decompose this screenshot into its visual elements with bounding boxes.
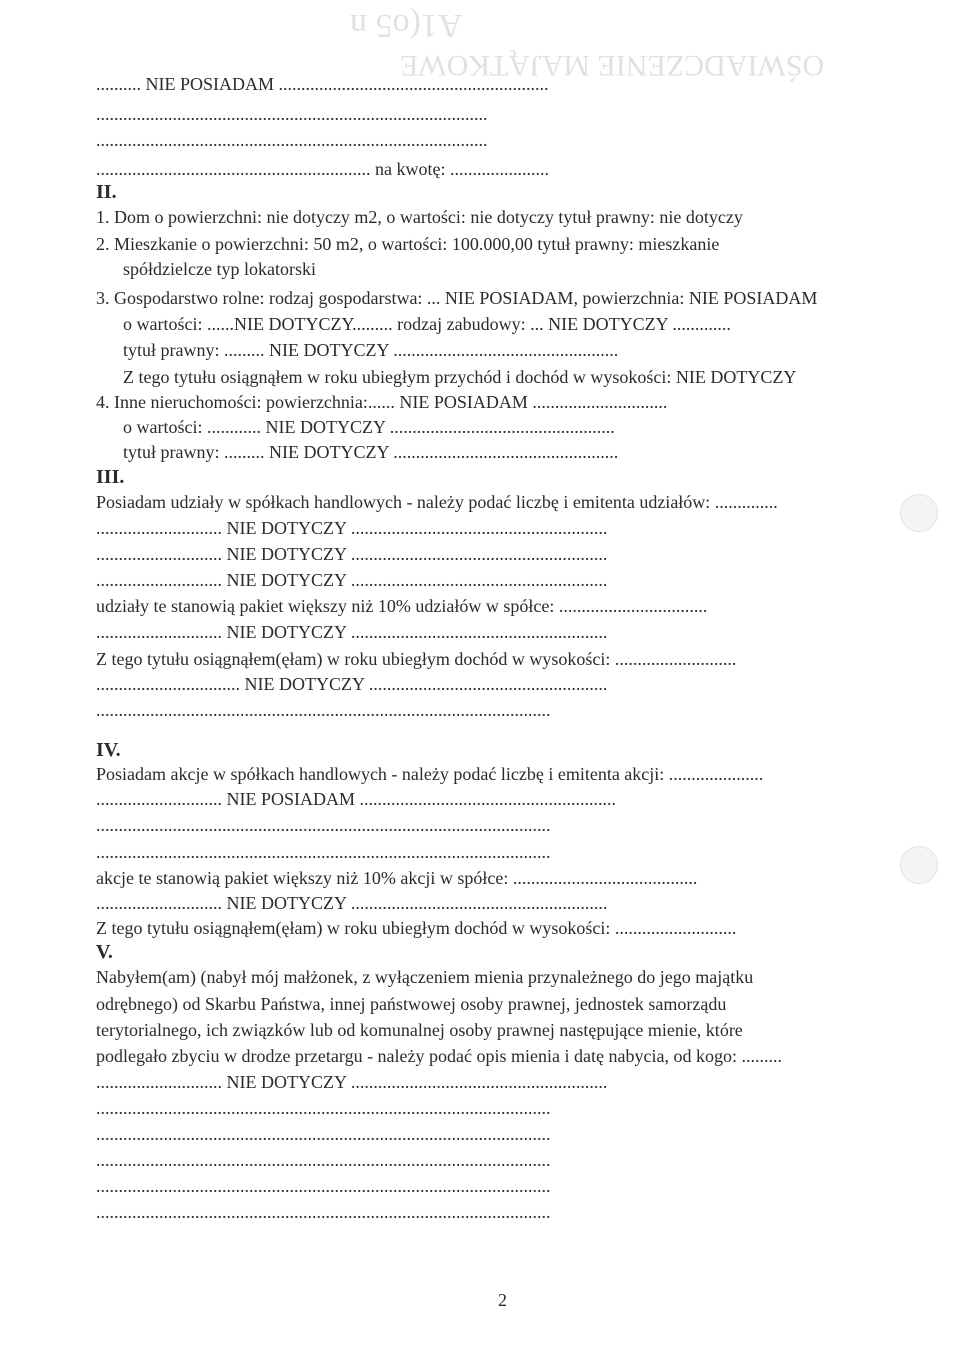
line-15: tytuł prawny: ......... NIE DOTYCZY .................................................. — [123, 442, 619, 462]
line-18: ............................ NIE DOTYCZY ......................................................... — [96, 518, 608, 538]
line-33: Z tego tytułu osiągnąłem(ęłam) w roku ubiegłym dochód w wysokości: ........................... — [96, 918, 737, 938]
line-19: ............................ NIE DOTYCZY ......................................................... — [96, 544, 608, 564]
line-2: ....................................................................................... — [96, 104, 488, 124]
line-37: terytorialnego, ich związków lub od komunalnej osoby prawnej następujące mienie, które — [96, 1020, 743, 1040]
line-3: ....................................................................................... — [96, 130, 488, 150]
line-20: ............................ NIE DOTYCZY ......................................................... — [96, 570, 608, 590]
line-13: 4. Inne nieruchomości: powierzchnia:...... NIE POSIADAM .............................. — [96, 392, 668, 412]
line-39: ............................ NIE DOTYCZY ......................................................... — [96, 1072, 608, 1092]
line-7: 2. Mieszkanie o powierzchni: 50 m2, o wartości: 100.000,00 tytuł prawny: mieszkanie — [96, 234, 720, 254]
punch-hole-top — [900, 494, 938, 532]
line-24: ................................ NIE DOTYCZY ..................................................... — [96, 674, 608, 694]
line-17: Posiadam udziały w spółkach handlowych - należy podać liczbę i emitenta udziałów: .............. — [96, 492, 778, 512]
punch-hole-bottom — [900, 846, 938, 884]
line-14: o wartości: ............ NIE DOTYCZY .................................................. — [123, 417, 615, 437]
line-25: ..................................................................................................... — [96, 700, 551, 720]
line-4: ............................................................. na kwotę: ...................... — [96, 159, 549, 179]
line-30: ..................................................................................................... — [96, 842, 551, 862]
page-number: 2 — [498, 1290, 507, 1310]
line-41: ..................................................................................................... — [96, 1124, 551, 1144]
line-10: o wartości: ......NIE DOTYCZY......... rodzaj zabudowy: ... NIE DOTYCZY ............. — [123, 314, 731, 334]
line-6: 1. Dom o powierzchni: nie dotyczy m2, o wartości: nie dotyczy tytuł prawny: nie dotyczy — [96, 207, 743, 227]
line-27: Posiadam akcje w spółkach handlowych - należy podać liczbę i emitenta akcji: ..................... — [96, 764, 764, 784]
line-42: ..................................................................................................... — [96, 1150, 551, 1170]
line-32: ............................ NIE DOTYCZY ......................................................... — [96, 893, 608, 913]
line-23: Z tego tytułu osiągnąłem(ęłam) w roku ubiegłym dochód w wysokości: ........................... — [96, 649, 737, 669]
section-heading-2: II. — [96, 181, 117, 203]
line-1: .......... NIE POSIADAM ............................................................ — [96, 74, 549, 94]
line-38: podlegało zbyciu w drodze przetargu - należy podać opis mienia i datę nabycia, od kogo: ......... — [96, 1046, 782, 1066]
bleed-through-heading: OŚWIADCZENIE MAJĄTKOWE — [400, 49, 825, 82]
line-8: spółdzielcze typ lokatorski — [123, 259, 316, 279]
line-22: ............................ NIE DOTYCZY ......................................................... — [96, 622, 608, 642]
section-heading-4: IV. — [96, 739, 121, 761]
line-40: ..................................................................................................... — [96, 1098, 551, 1118]
line-11: tytuł prawny: ......... NIE DOTYCZY .................................................. — [123, 340, 619, 360]
line-44: ..................................................................................................... — [96, 1202, 551, 1222]
line-35: Nabyłem(am) (nabył mój małżonek, z wyłączeniem mienia przynależnego do jego majątku — [96, 967, 754, 987]
section-heading-3: III. — [96, 466, 125, 488]
line-12: Z tego tytułu osiągnąłem w roku ubiegłym przychód i dochód w wysokości: NIE DOTYCZY — [123, 367, 797, 387]
line-43: ..................................................................................................... — [96, 1176, 551, 1196]
line-9: 3. Gospodarstwo rolne: rodzaj gospodarstwa: ... NIE POSIADAM, powierzchnia: NIE POSIADAM — [96, 288, 818, 308]
line-21: udziały te stanowią pakiet większy niż 10% udziałów w spółce: ................................. — [96, 596, 708, 616]
line-36: odrębnego) od Skarbu Państwa, innej państwowej osoby prawnej, jednostek samorządu — [96, 994, 727, 1014]
section-heading-5: V. — [96, 941, 113, 963]
bleed-through-stamp: A1(o5 n — [350, 7, 463, 44]
line-28: ............................ NIE POSIADAM ......................................................... — [96, 789, 617, 809]
line-29: ..................................................................................................... — [96, 815, 551, 835]
line-31: akcje te stanowią pakiet większy niż 10% akcji w spółce: ......................................... — [96, 868, 698, 888]
